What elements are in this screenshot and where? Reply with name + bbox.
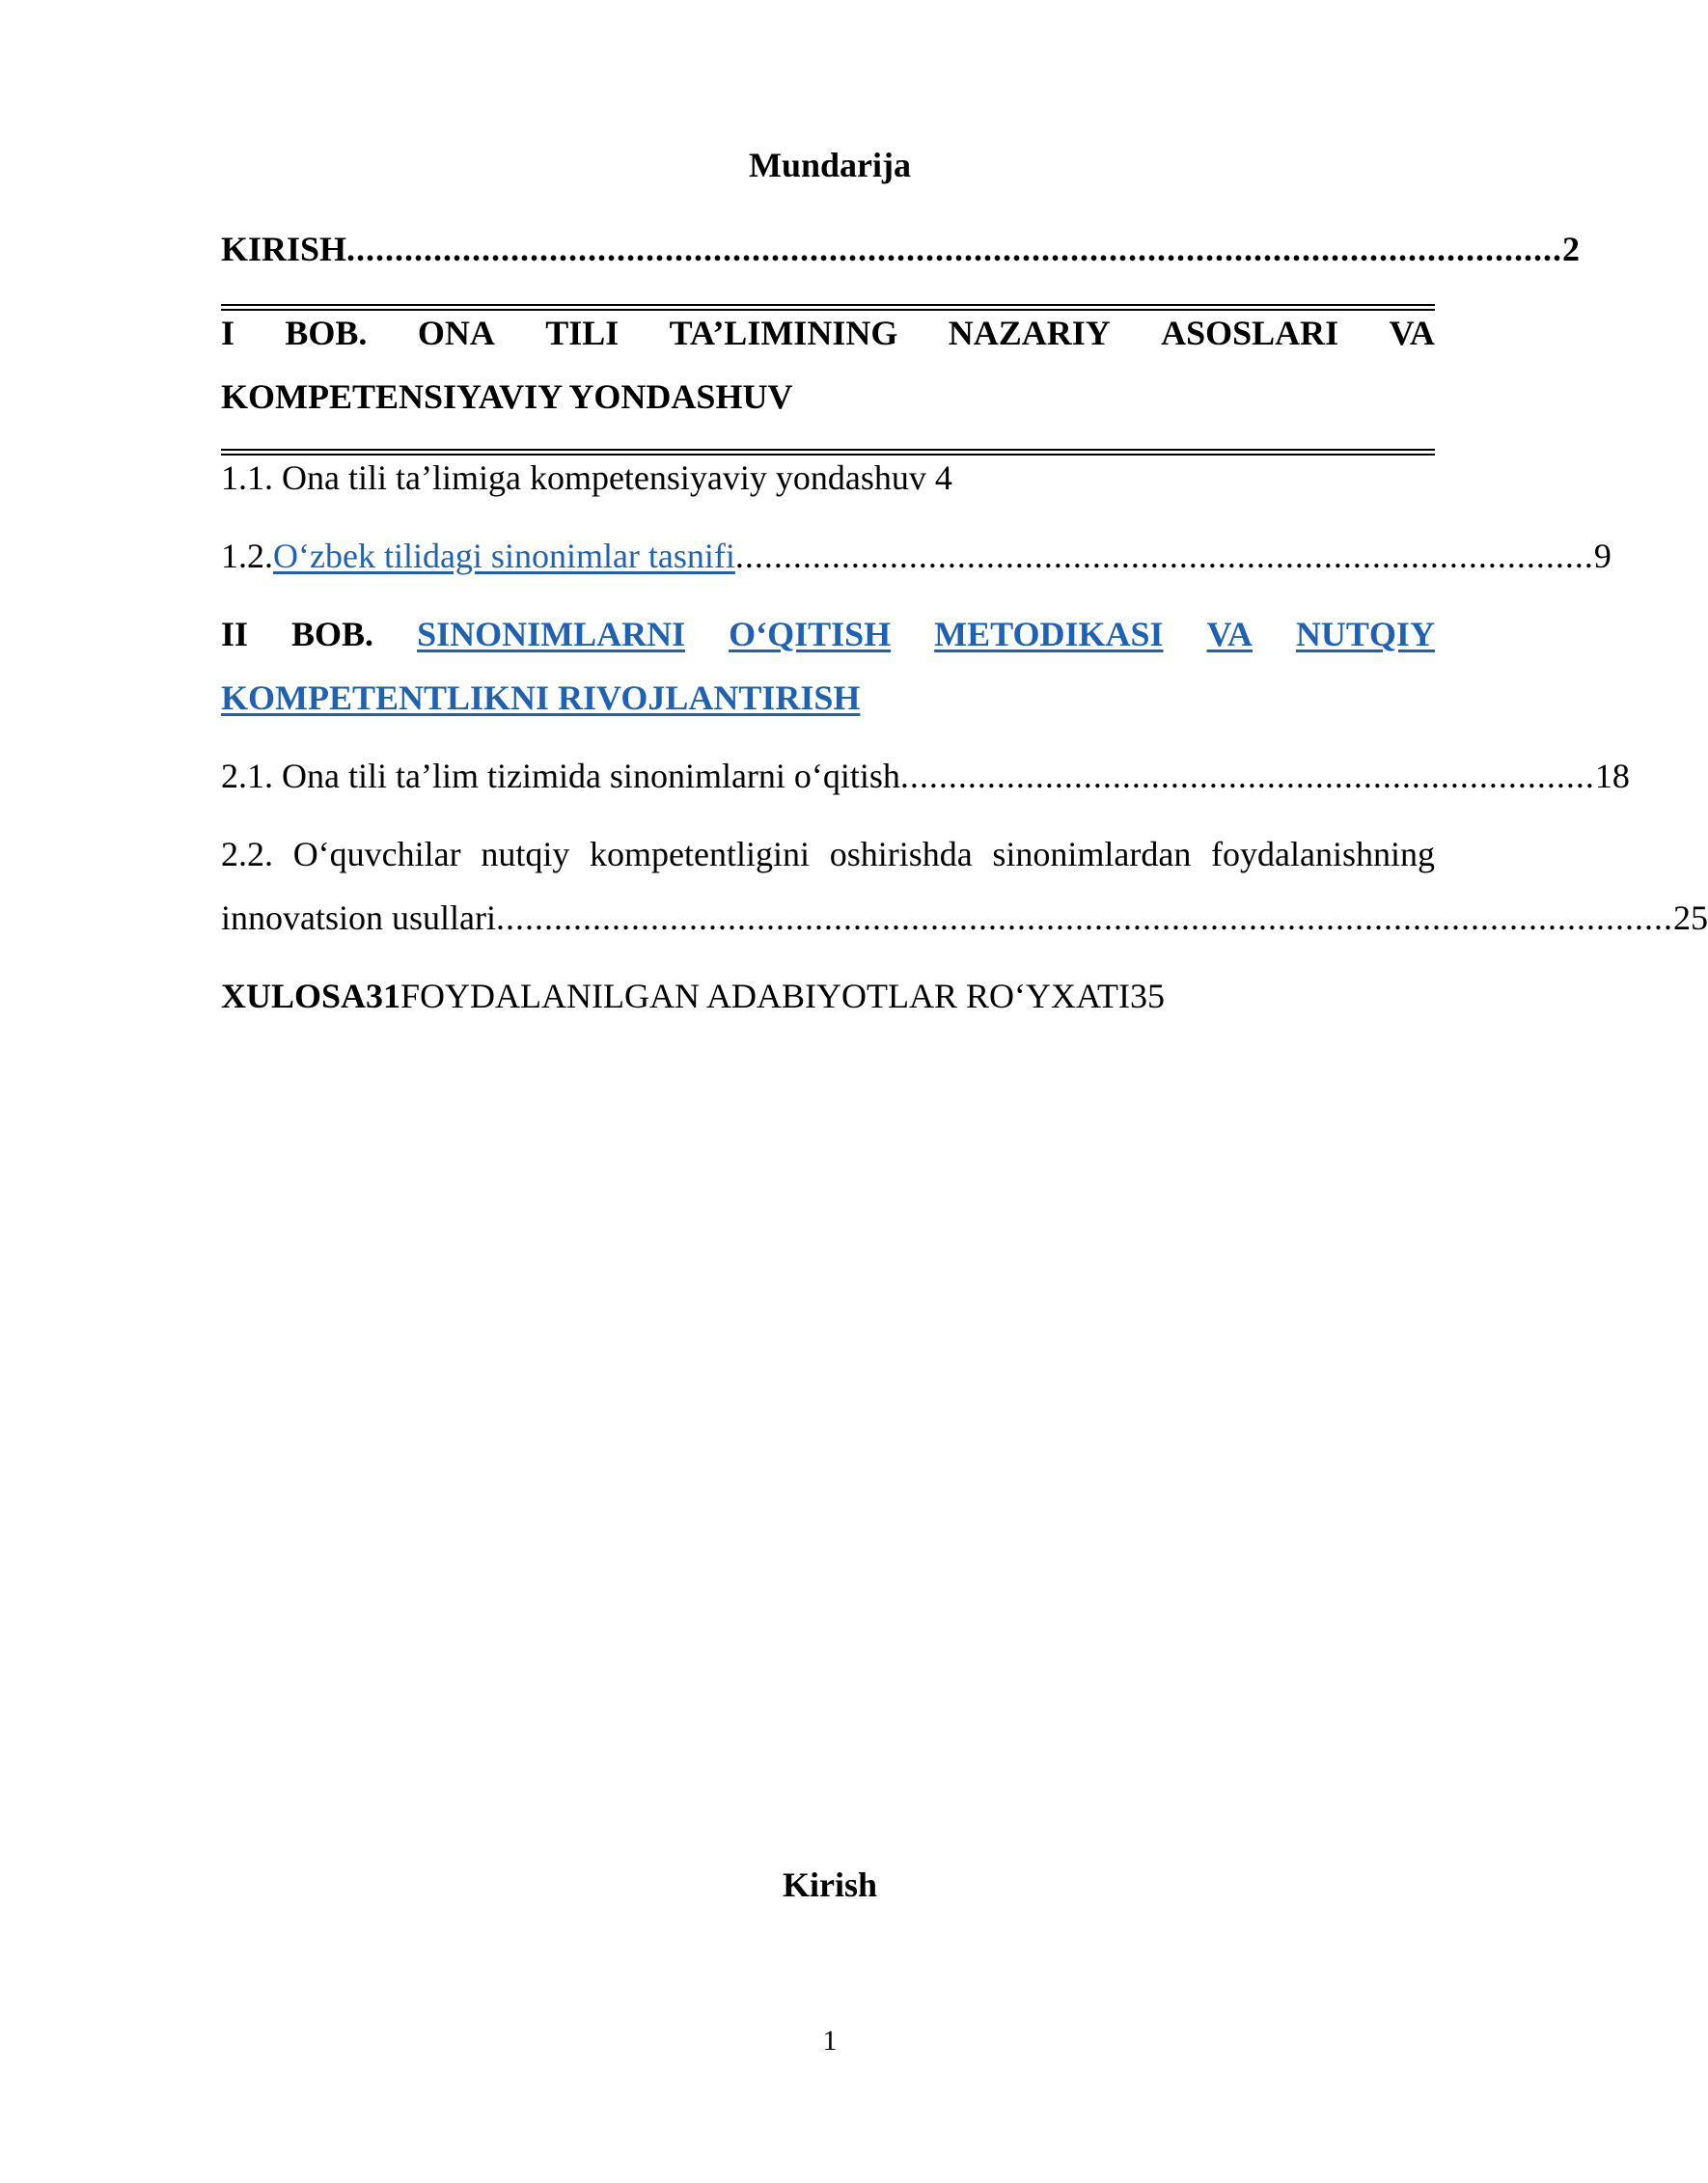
conclusion-label: XULOSA31 (221, 977, 401, 1015)
chapter-link-word[interactable]: NUTQIY (1295, 615, 1435, 653)
entry-word: nutqiy (481, 835, 570, 873)
toc-entry-label: innovatsion usullari (221, 898, 496, 937)
toc-leader-dots: ........................................................................ (899, 757, 1595, 795)
toc-chapter-1-line2[interactable]: KOMPETENSIYAVIY YONDASHUV (221, 377, 793, 416)
toc-entry-label: KIRISH (221, 230, 347, 268)
toc-entry-number: 1.2. (221, 537, 273, 575)
entry-word: sinonimlardan (992, 835, 1192, 873)
page-number: 1 (822, 2025, 838, 2057)
toc-page-number: 18 (1594, 757, 1630, 795)
toc-entry-kirish[interactable] (221, 217, 1581, 281)
toc-entry-1-1[interactable]: 1.1. Ona tili ta’limiga kompetensiyaviy yondashuv 4 (221, 458, 952, 497)
toc-entry-2-2-line1[interactable] (221, 822, 1435, 886)
chapter-link-word[interactable]: O‘QITISH (729, 615, 892, 653)
entry-word: kompetentligini (590, 835, 810, 873)
toc-chapter-2-line1[interactable] (221, 602, 1435, 666)
chapter-word: TILI (545, 314, 620, 352)
chapter-link-word[interactable]: METODIKASI (934, 615, 1164, 653)
chapter-word: VA (1389, 314, 1435, 352)
chapter-word: NAZARIY (948, 314, 1111, 352)
toc-leader-dots: .......................................................................................................................... (495, 898, 1673, 937)
references-label: FOYDALANILGAN ADABIYOTLAR RO‘YXATI35 (400, 977, 1165, 1015)
entry-word: oshirishda (829, 835, 973, 873)
toc-entry-label: 2.1. Ona tili ta’lim tizimida sinonimlarni o‘qitish (221, 757, 900, 795)
chapter-link-word[interactable]: SINONIMLARNI (417, 615, 686, 653)
chapter-link-line2[interactable]: KOMPETENTLIKNI RIVOJLANTIRISH (221, 678, 861, 717)
chapter-word: ONA (417, 314, 495, 352)
toc-leader-dots: ......................................................................................... (734, 537, 1594, 575)
section-heading-kirish: Kirish (782, 1865, 877, 1904)
chapter-bob: BOB. (291, 615, 374, 653)
toc-chapter-2-line2[interactable] (221, 666, 1435, 730)
chapter-word: BOB. (285, 314, 368, 352)
toc-entry-1-2[interactable] (221, 524, 1612, 588)
entry-word: O‘quvchilar (292, 835, 461, 873)
chapter-word: ASOSLARI (1161, 314, 1339, 352)
toc-page-number: 25 (1672, 898, 1708, 937)
toc-entry-2-1[interactable] (221, 744, 1630, 808)
toc-title: Mundarija (748, 146, 911, 184)
chapter-prefix: II (221, 615, 249, 653)
chapter-link-word[interactable]: VA (1206, 615, 1253, 653)
entry-word: foydalanishning (1211, 835, 1435, 873)
toc-entry-link[interactable]: O‘zbek tilidagi sinonimlar tasnifi (273, 537, 735, 575)
toc-leader-dots: .............................................................................................................................. (346, 230, 1563, 268)
toc-chapter-1-line1[interactable] (221, 301, 1435, 365)
toc-entry-2-2-line2[interactable] (221, 886, 1708, 950)
toc-page-number: 9 (1593, 537, 1612, 575)
entry-word: 2.2. (221, 835, 273, 873)
toc-page-number: 2 (1562, 230, 1581, 268)
chapter-prefix: I (221, 314, 235, 352)
chapter-word: TA’LIMINING (669, 314, 898, 352)
toc-entry-conclusion[interactable] (221, 964, 1435, 1028)
